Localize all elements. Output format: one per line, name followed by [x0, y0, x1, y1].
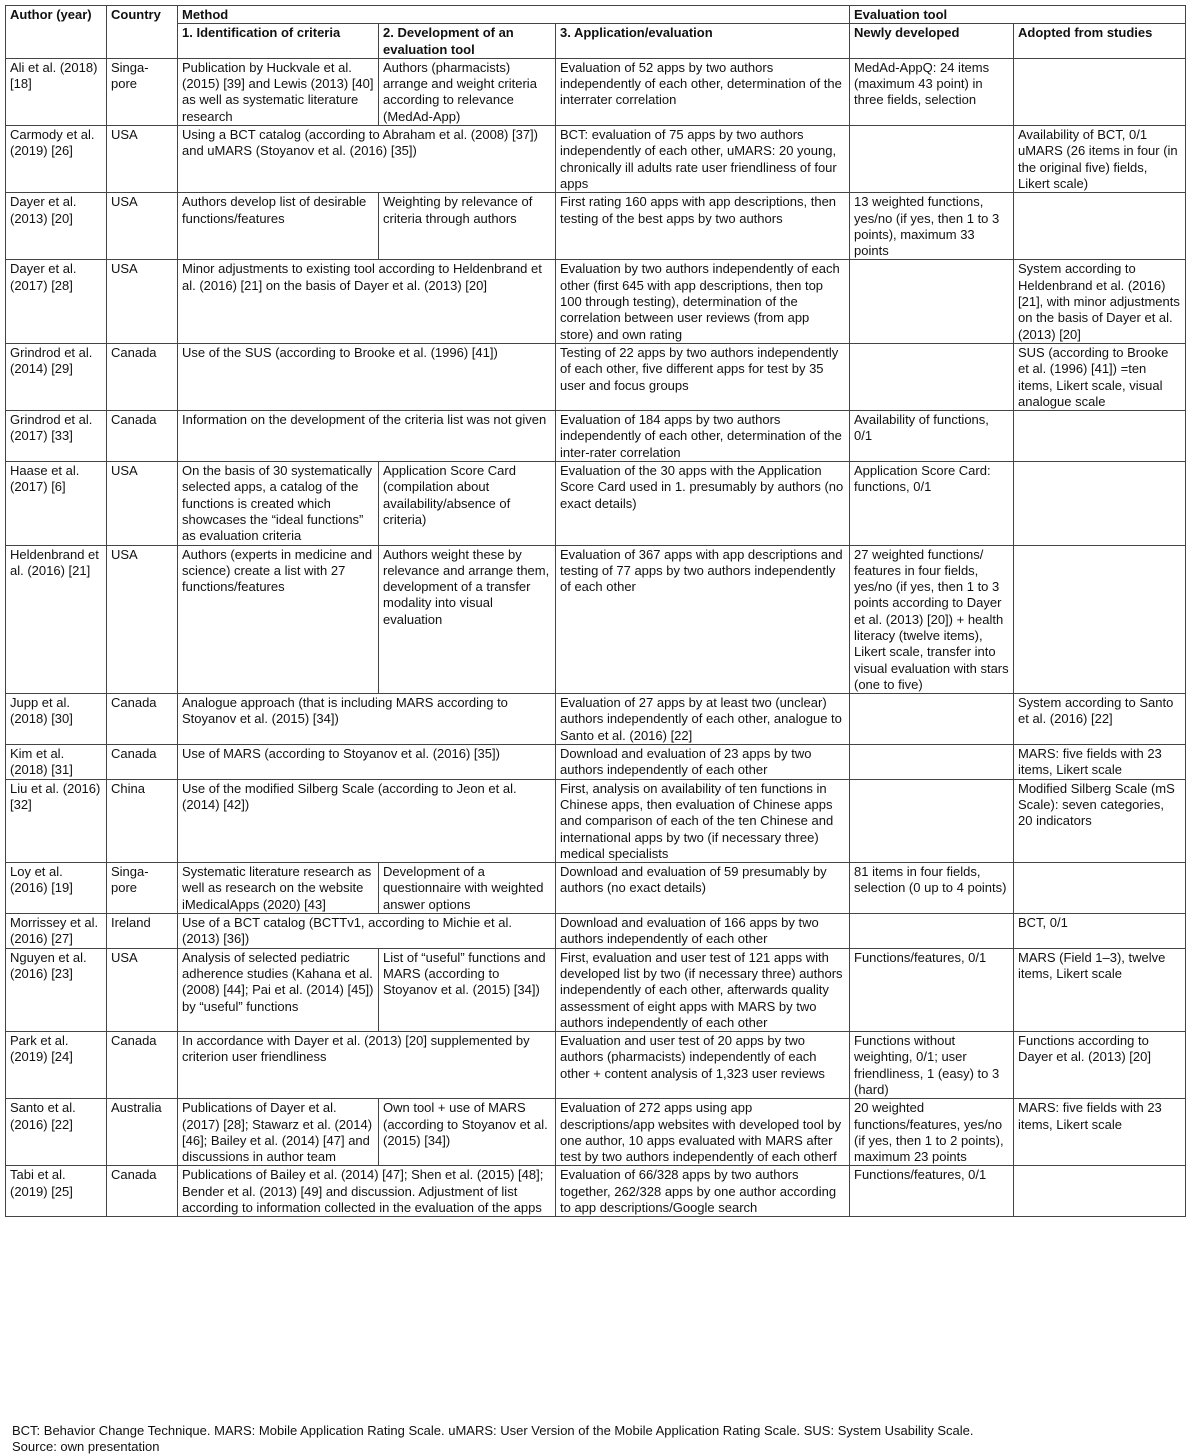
adopted-cell: Modified Silberg Scale (mS Scale): seven categories, 20 indicators: [1014, 779, 1186, 862]
application-evaluation-cell: Evaluation of 52 apps by two authors independently of each other, determination of the interrater correlation: [556, 58, 850, 125]
application-evaluation-cell: Evaluation of the 30 apps with the Application Score Card used in 1. presumably by authors (no exact details): [556, 462, 850, 545]
table-row: [6, 58, 1186, 125]
country-cell: Canada: [107, 1166, 178, 1217]
author-cell: Grindrod et al. (2014) [29]: [6, 343, 107, 410]
newly-developed-cell: Availability of functions, 0/1: [850, 411, 1014, 462]
author-cell: Loy et al. (2016) [19]: [6, 863, 107, 914]
criteria-and-tool-cell: Minor adjustments to existing tool according to Heldenbrand et al. (2016) [21] on the basis of Dayer et al. (2013) [20]: [178, 260, 556, 343]
application-evaluation-cell: Testing of 22 apps by two authors independently of each other, five different apps for test by 35 user and focus groups: [556, 343, 850, 410]
country-cell: USA: [107, 462, 178, 545]
table-row: [6, 462, 1186, 545]
criteria-and-tool-cell: Publications of Bailey et al. (2014) [47]; Shen et al. (2015) [48]; Bender et al. (2013) [49] and discussion. Adjustment of list according to information collected in the evaluation of the apps: [178, 1166, 556, 1217]
adopted-cell: [1014, 545, 1186, 694]
tool-development-cell: Development of a questionnaire with weighted answer options: [379, 863, 556, 914]
table-row: [6, 745, 1186, 780]
author-cell: Kim et al. (2018) [31]: [6, 745, 107, 780]
header-step-3: 3. Application/evaluation: [556, 24, 850, 59]
tool-development-cell: Authors (pharmacists) arrange and weight criteria according to relevance (MedAd-App): [379, 58, 556, 125]
adopted-cell: SUS (according to Brooke et al. (1996) [41]) =ten items, Likert scale, visual analogue scale: [1014, 343, 1186, 410]
country-cell: Ireland: [107, 914, 178, 949]
table-row: [6, 545, 1186, 694]
review-table: [5, 5, 1186, 1217]
table-row: [6, 1099, 1186, 1166]
table-row: [6, 343, 1186, 410]
criteria-identification-cell: Analysis of selected pediatric adherence studies (Kahana et al. (2008) [44]; Pai et al. (2014) [45]) by “useful” functions: [178, 948, 379, 1031]
header-step-1: 1. Identification of criteria: [178, 24, 379, 59]
author-cell: Ali et al. (2018) [18]: [6, 58, 107, 125]
country-cell: USA: [107, 260, 178, 343]
newly-developed-cell: 27 weighted functions/ features in four fields, yes/no (if yes, then 1 to 3 points according to Dayer et al. (2013) [20]) + health literacy (twelve items), Likert scale, transfer into visual evaluation with stars (one to five): [850, 545, 1014, 694]
newly-developed-cell: [850, 779, 1014, 862]
author-cell: Tabi et al. (2019) [25]: [6, 1166, 107, 1217]
author-cell: Heldenbrand et al. (2016) [21]: [6, 545, 107, 694]
header-country: Country: [107, 6, 178, 59]
criteria-and-tool-cell: Use of the modified Silberg Scale (according to Jeon et al. (2014) [42]): [178, 779, 556, 862]
country-cell: Canada: [107, 1032, 178, 1099]
country-cell: USA: [107, 126, 178, 193]
adopted-cell: Availability of BCT, 0/1 uMARS (26 items in four (in the original five) fields, Likert scale): [1014, 126, 1186, 193]
tool-development-cell: Weighting by relevance of criteria through authors: [379, 193, 556, 260]
application-evaluation-cell: First rating 160 apps with app descriptions, then testing of the best apps by two authors: [556, 193, 850, 260]
author-cell: Dayer et al. (2013) [20]: [6, 193, 107, 260]
abbreviations-note: BCT: Behavior Change Technique. MARS: Mobile Application Rating Scale. uMARS: User Version of the Mobile Application Rating Scale. SUS: System Usability Scale.: [12, 1423, 974, 1438]
newly-developed-cell: 20 weighted functions/features, yes/no (if yes, then 1 to 2 points), maximum 23 points: [850, 1099, 1014, 1166]
adopted-cell: BCT, 0/1: [1014, 914, 1186, 949]
criteria-and-tool-cell: Use of the SUS (according to Brooke et al. (1996) [41]): [178, 343, 556, 410]
country-cell: Canada: [107, 411, 178, 462]
newly-developed-cell: Application Score Card: functions, 0/1: [850, 462, 1014, 545]
table-row: [6, 694, 1186, 745]
application-evaluation-cell: Evaluation of 27 apps by at least two (unclear) authors independently of each other, analogue to Santo et al. (2016) [22]: [556, 694, 850, 745]
table-footnote: [12, 1423, 974, 1454]
header-method: Method: [178, 6, 850, 24]
newly-developed-cell: [850, 260, 1014, 343]
table-row: [6, 779, 1186, 862]
newly-developed-cell: 81 items in four fields, selection (0 up to 4 points): [850, 863, 1014, 914]
criteria-and-tool-cell: In accordance with Dayer et al. (2013) [20] supplemented by criterion user friendliness: [178, 1032, 556, 1099]
criteria-identification-cell: Authors (experts in medicine and science) create a list with 27 functions/features: [178, 545, 379, 694]
table-row: [6, 411, 1186, 462]
adopted-cell: [1014, 863, 1186, 914]
newly-developed-cell: [850, 745, 1014, 780]
newly-developed-cell: [850, 343, 1014, 410]
tool-development-cell: Authors weight these by relevance and arrange them, development of a transfer modality into visual evaluation: [379, 545, 556, 694]
newly-developed-cell: [850, 914, 1014, 949]
header-adopted: Adopted from studies: [1014, 24, 1186, 59]
adopted-cell: [1014, 462, 1186, 545]
country-cell: Singa-pore: [107, 863, 178, 914]
author-cell: Grindrod et al. (2017) [33]: [6, 411, 107, 462]
criteria-and-tool-cell: Analogue approach (that is including MARS according to Stoyanov et al. (2015) [34]): [178, 694, 556, 745]
table-row: [6, 948, 1186, 1031]
criteria-identification-cell: Publication by Huckvale et al. (2015) [39] and Lewis (2013) [40] as well as systematic literature research: [178, 58, 379, 125]
adopted-cell: MARS: five fields with 23 items, Likert scale: [1014, 745, 1186, 780]
criteria-and-tool-cell: Use of MARS (according to Stoyanov et al. (2016) [35]): [178, 745, 556, 780]
newly-developed-cell: 13 weighted functions, yes/no (if yes, then 1 to 3 points), maximum 33 points: [850, 193, 1014, 260]
newly-developed-cell: Functions without weighting, 0/1; user friendliness, 1 (easy) to 3 (hard): [850, 1032, 1014, 1099]
adopted-cell: MARS: five fields with 23 items, Likert scale: [1014, 1099, 1186, 1166]
author-cell: Liu et al. (2016) [32]: [6, 779, 107, 862]
country-cell: Canada: [107, 694, 178, 745]
application-evaluation-cell: Evaluation and user test of 20 apps by two authors (pharmacists) independently of each other + content analysis of 1,323 user reviews: [556, 1032, 850, 1099]
application-evaluation-cell: Evaluation of 184 apps by two authors independently of each other, determination of the inter-rater correlation: [556, 411, 850, 462]
author-cell: Santo et al. (2016) [22]: [6, 1099, 107, 1166]
application-evaluation-cell: First, evaluation and user test of 121 apps with developed list by two (if necessary three) authors independently of each other, afterwards quality assessment of eight apps with MARS by two authors independently of each other: [556, 948, 850, 1031]
application-evaluation-cell: BCT: evaluation of 75 apps by two authors independently of each other, uMARS: 20 young, chronically ill adults rate user friendliness of four apps: [556, 126, 850, 193]
country-cell: Singa-pore: [107, 58, 178, 125]
header-evaluation-tool: Evaluation tool: [850, 6, 1186, 24]
adopted-cell: Functions according to Dayer et al. (2013) [20]: [1014, 1032, 1186, 1099]
criteria-and-tool-cell: Use of a BCT catalog (BCTTv1, according to Michie et al. (2013) [36]): [178, 914, 556, 949]
table-row: [6, 126, 1186, 193]
country-cell: USA: [107, 545, 178, 694]
country-cell: China: [107, 779, 178, 862]
criteria-and-tool-cell: Using a BCT catalog (according to Abraham et al. (2008) [37]) and uMARS (Stoyanov et al. (2016) [35]): [178, 126, 556, 193]
table-row: [6, 914, 1186, 949]
table-row: [6, 193, 1186, 260]
table-row: [6, 1166, 1186, 1217]
country-cell: USA: [107, 948, 178, 1031]
country-cell: Canada: [107, 343, 178, 410]
tool-development-cell: Own tool + use of MARS (according to Stoyanov et al. (2015) [34]): [379, 1099, 556, 1166]
country-cell: Canada: [107, 745, 178, 780]
table-row: [6, 863, 1186, 914]
table-row: [6, 1032, 1186, 1099]
application-evaluation-cell: Download and evaluation of 166 apps by two authors independently of each other: [556, 914, 850, 949]
criteria-identification-cell: Publications of Dayer et al. (2017) [28]; Stawarz et al. (2014) [46]; Bailey et al. (2014) [47] and discussions in author team: [178, 1099, 379, 1166]
criteria-identification-cell: On the basis of 30 systematically selected apps, a catalog of the functions is created which showcases the “ideal functions” as evaluation criteria: [178, 462, 379, 545]
application-evaluation-cell: Evaluation of 66/328 apps by two authors together, 262/328 apps by one author according to app descriptions/Google search: [556, 1166, 850, 1217]
country-cell: USA: [107, 193, 178, 260]
adopted-cell: MARS (Field 1–3), twelve items, Likert scale: [1014, 948, 1186, 1031]
author-cell: Carmody et al. (2019) [26]: [6, 126, 107, 193]
application-evaluation-cell: First, analysis on availability of ten functions in Chinese apps, then evaluation of Chinese apps and comparison of each of the ten Chinese and international apps by two (if necessary three) medical specialists: [556, 779, 850, 862]
criteria-identification-cell: Systematic literature research as well as research on the website iMedicalApps (2020) [43]: [178, 863, 379, 914]
author-cell: Haase et al. (2017) [6]: [6, 462, 107, 545]
author-cell: Park et al. (2019) [24]: [6, 1032, 107, 1099]
adopted-cell: [1014, 58, 1186, 125]
header-step-2: 2. Development of an evaluation tool: [379, 24, 556, 59]
tool-development-cell: Application Score Card (compilation about availability/absence of criteria): [379, 462, 556, 545]
author-cell: Dayer et al. (2017) [28]: [6, 260, 107, 343]
adopted-cell: [1014, 1166, 1186, 1217]
newly-developed-cell: MedAd-AppQ: 24 items (maximum 43 point) in three fields, selection: [850, 58, 1014, 125]
adopted-cell: [1014, 411, 1186, 462]
tool-development-cell: List of “useful” functions and MARS (according to Stoyanov et al. (2015) [34]): [379, 948, 556, 1031]
author-cell: Nguyen et al. (2016) [23]: [6, 948, 107, 1031]
application-evaluation-cell: Evaluation of 272 apps using app descriptions/app websites with developed tool by one author, 10 apps evaluated with MARS after test by two authors independently of each otherf: [556, 1099, 850, 1166]
newly-developed-cell: [850, 126, 1014, 193]
header-author: Author (year): [6, 6, 107, 59]
table-body: [6, 58, 1186, 1216]
country-cell: Australia: [107, 1099, 178, 1166]
criteria-identification-cell: Authors develop list of desirable functions/features: [178, 193, 379, 260]
author-cell: Morrissey et al. (2016) [27]: [6, 914, 107, 949]
application-evaluation-cell: Evaluation by two authors independently of each other (first 645 with app descriptions, then top 100 through testing), determination of the correlation between user reviews (from app store) and own rating: [556, 260, 850, 343]
criteria-and-tool-cell: Information on the development of the criteria list was not given: [178, 411, 556, 462]
newly-developed-cell: [850, 694, 1014, 745]
application-evaluation-cell: Evaluation of 367 apps with app descriptions and testing of 77 apps by two authors independently of each other: [556, 545, 850, 694]
table-row: [6, 260, 1186, 343]
application-evaluation-cell: Download and evaluation of 59 presumably by authors (no exact details): [556, 863, 850, 914]
adopted-cell: System according to Santo et al. (2016) [22]: [1014, 694, 1186, 745]
adopted-cell: System according to Heldenbrand et al. (2016) [21], with minor adjustments on the basis of Dayer et al. (2013) [20]: [1014, 260, 1186, 343]
newly-developed-cell: Functions/features, 0/1: [850, 1166, 1014, 1217]
adopted-cell: [1014, 193, 1186, 260]
application-evaluation-cell: Download and evaluation of 23 apps by two authors independently of each other: [556, 745, 850, 780]
author-cell: Jupp et al. (2018) [30]: [6, 694, 107, 745]
header-newly-developed: Newly developed: [850, 24, 1014, 59]
newly-developed-cell: Functions/features, 0/1: [850, 948, 1014, 1031]
source-note: Source: own presentation: [12, 1438, 160, 1454]
